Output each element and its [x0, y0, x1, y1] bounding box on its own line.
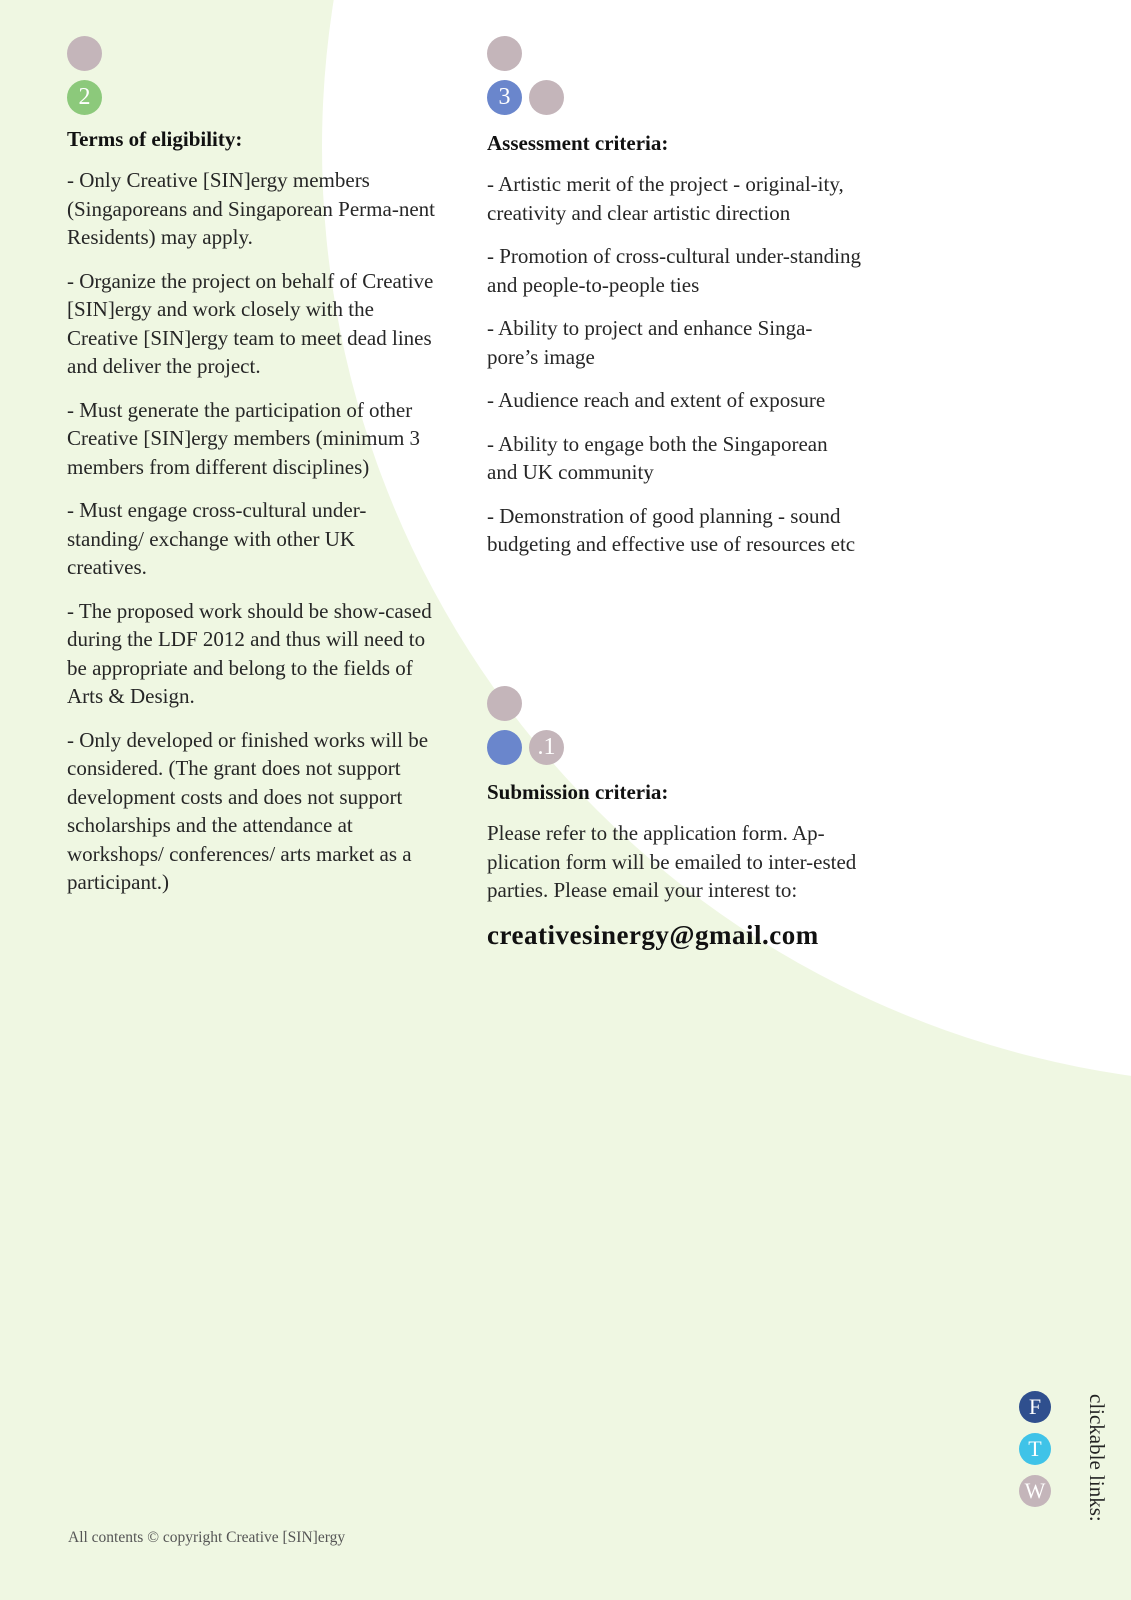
assessment-section [487, 131, 862, 574]
eligibility-item: - Must engage cross-cultural under-standing/ exchange with other UK creatives. [67, 498, 367, 579]
decorative-dot [487, 686, 522, 721]
copyright-footer: All contents © copyright Creative [SIN]ergy [68, 1529, 346, 1546]
step-2-badge: 2 [67, 80, 102, 115]
submission-heading: Submission criteria: [487, 780, 669, 804]
eligibility-item: - Organize the project on behalf of Creative [SIN]ergy and work closely with the Creative [SIN]ergy team to meet dead lines and deliver the project. [67, 268, 434, 378]
twitter-link-icon[interactable]: T [1019, 1433, 1051, 1465]
step-3-1-badge: .1 [529, 730, 564, 765]
website-link-icon[interactable]: W [1019, 1475, 1051, 1507]
assessment-item: - Ability to engage both the Singaporean and UK community [487, 431, 828, 484]
clickable-links-label: clickable links: [1085, 1394, 1109, 1522]
eligibility-section [67, 127, 437, 912]
eligibility-item: - The proposed work should be show-cased during the LDF 2012 and thus will need to be appropriate and belong to the fields of Arts & Design. [67, 598, 432, 708]
facebook-link-icon[interactable]: F [1019, 1391, 1051, 1423]
decorative-dot [529, 80, 564, 115]
assessment-item: - Demonstration of good planning - sound budgeting and effective use of resources etc [487, 503, 856, 556]
contact-email[interactable]: creativesinergy@gmail.com [487, 919, 819, 950]
eligibility-item: - Only Creative [SIN]ergy members (Singaporeans and Singaporean Perma-nent Residents) may apply. [67, 168, 435, 249]
decorative-dot [67, 36, 102, 71]
eligibility-heading: Terms of eligibility: [67, 127, 243, 151]
submission-section [487, 780, 867, 951]
eligibility-item: - Only developed or finished works will be considered. (The grant does not support development costs and does not support scholarships and the attendance at workshops/ conferences/ arts market as a participant.) [67, 727, 429, 894]
submission-text: Please refer to the application form. Ap-plication form will be emailed to inter-ested parties. Please email your interest to: [487, 821, 857, 902]
assessment-item: - Artistic merit of the project - original-ity, creativity and clear artistic direction [487, 172, 844, 225]
eligibility-item: - Must generate the participation of other Creative [SIN]ergy members (minimum 3 members from different disciplines) [67, 397, 421, 479]
assessment-item: - Ability to project and enhance Singa-pore’s image [487, 316, 813, 369]
assessment-item: - Audience reach and extent of exposure [487, 388, 826, 412]
decorative-dot [487, 730, 522, 765]
step-3-badge: 3 [487, 80, 522, 115]
assessment-item: - Promotion of cross-cultural under-standing and people-to-people ties [487, 244, 862, 297]
decorative-dot [487, 36, 522, 71]
assessment-heading: Assessment criteria: [487, 131, 669, 155]
